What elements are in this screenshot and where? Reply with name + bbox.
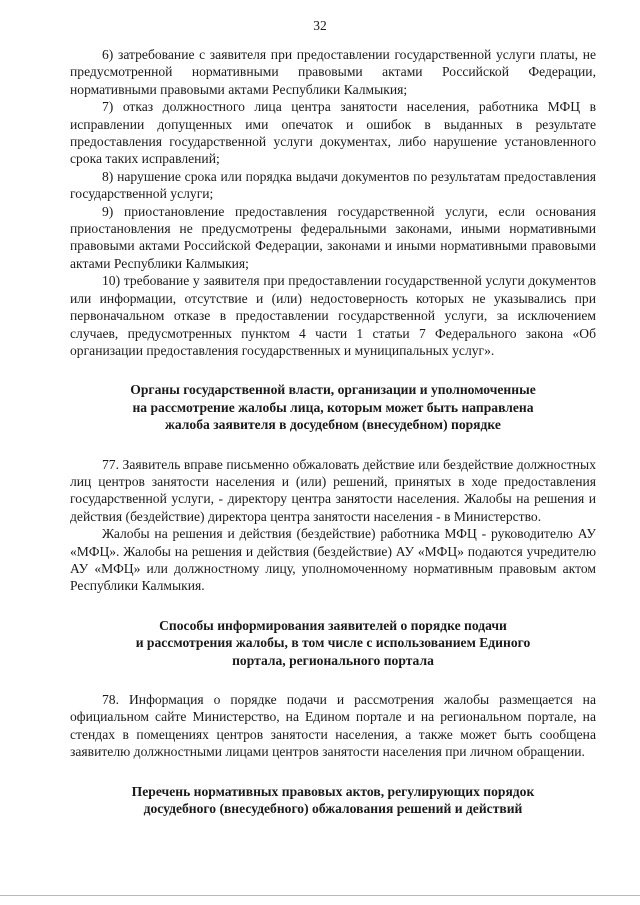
paragraph-77: 77. Заявитель вправе письменно обжаловать действие или бездействие должностных лиц центров занятости населения и (или) решений, принятых в ходе предоставления государственной услуги, - директору центра занятости населения. Жалобы на решения и действия (бездействие) директора центра занятости населения - в Министерство. [70,456,596,524]
heading-line: портала, регионального портала [232,652,434,668]
heading-line: Органы государственной власти, организации и уполномоченные [130,382,536,398]
section-heading-complaint-bodies [70,381,596,433]
page-number: 32 [313,18,327,33]
heading-line: Способы информирования заявителей о порядке подачи [159,617,507,633]
heading-line: жалоба заявителя в досудебном (внесудебном) порядке [165,417,501,433]
document-body [70,46,596,817]
heading-line: на рассмотрение жалобы лица, которым может быть направлена [132,399,534,415]
list-item-6: 6) затребование с заявителя при предоставлении государственной услуги платы, не предусмотренной нормативными правовыми актами Российской Федерации, нормативными правовыми актами Республики Калмыкия; [70,47,596,97]
paragraph-78: 78. Информация о порядке подачи и рассмотрения жалобы размещается на официальном сайте Министерство, на Едином портале и на региональном портале, на стендах в помещениях центров занятости населения, а также может быть сообщена заявителю должностными лицами центров занятости населения при личном обращении. [70,692,596,760]
heading-line: досудебного (внесудебного) обжалования решений и действий [143,801,523,817]
list-item-7: 7) отказ должностного лица центра занятости населения, работника МФЦ в исправлении допущенных ими опечаток и ошибок в выданных в результате предоставления государственной услуги документах, либо нарушение установленного срока таких исправлений; [70,99,596,167]
heading-line: и рассмотрения жалобы, в том числе с использованием Единого [135,635,531,651]
heading-line: Перечень нормативных правовых актов, регулирующих порядок [131,783,535,799]
paragraph-mfc-complaints: Жалобы на решения и действия (бездействие) работника МФЦ - руководителю АУ «МФЦ». Жалобы на решения и действия (бездействие) АУ «МФЦ» подаются учредителю АУ «МФЦ» или должностному лицу, уполномоченному нормативным правовым актом Республики Калмыкия. [70,526,596,594]
list-item-10: 10) требование у заявителя при предоставлении государственной услуги документов или информации, отсутствие и (или) недостоверность которых не указывались при первоначальном отказе в предоставлении государственной услуги, за исключением случаев, предусмотренных пунктом 4 части 1 статьи 7 Федерального закона «Об организации предоставления государственных и муниципальных услуг». [70,273,596,358]
section-heading-legal-acts [70,783,596,818]
list-item-9: 9) приостановление предоставления государственной услуги, если основания приостановления не предусмотрены федеральными законами, иными нормативными правовыми актами Российской Федерации, законами и иными нормативными правовыми актами Республики Калмыкия; [70,203,596,271]
list-item-8: 8) нарушение срока или порядка выдачи документов по результатам предоставления государственной услуги; [70,168,596,202]
section-heading-informing-methods [70,617,596,669]
page-bottom-edge [0,895,640,896]
